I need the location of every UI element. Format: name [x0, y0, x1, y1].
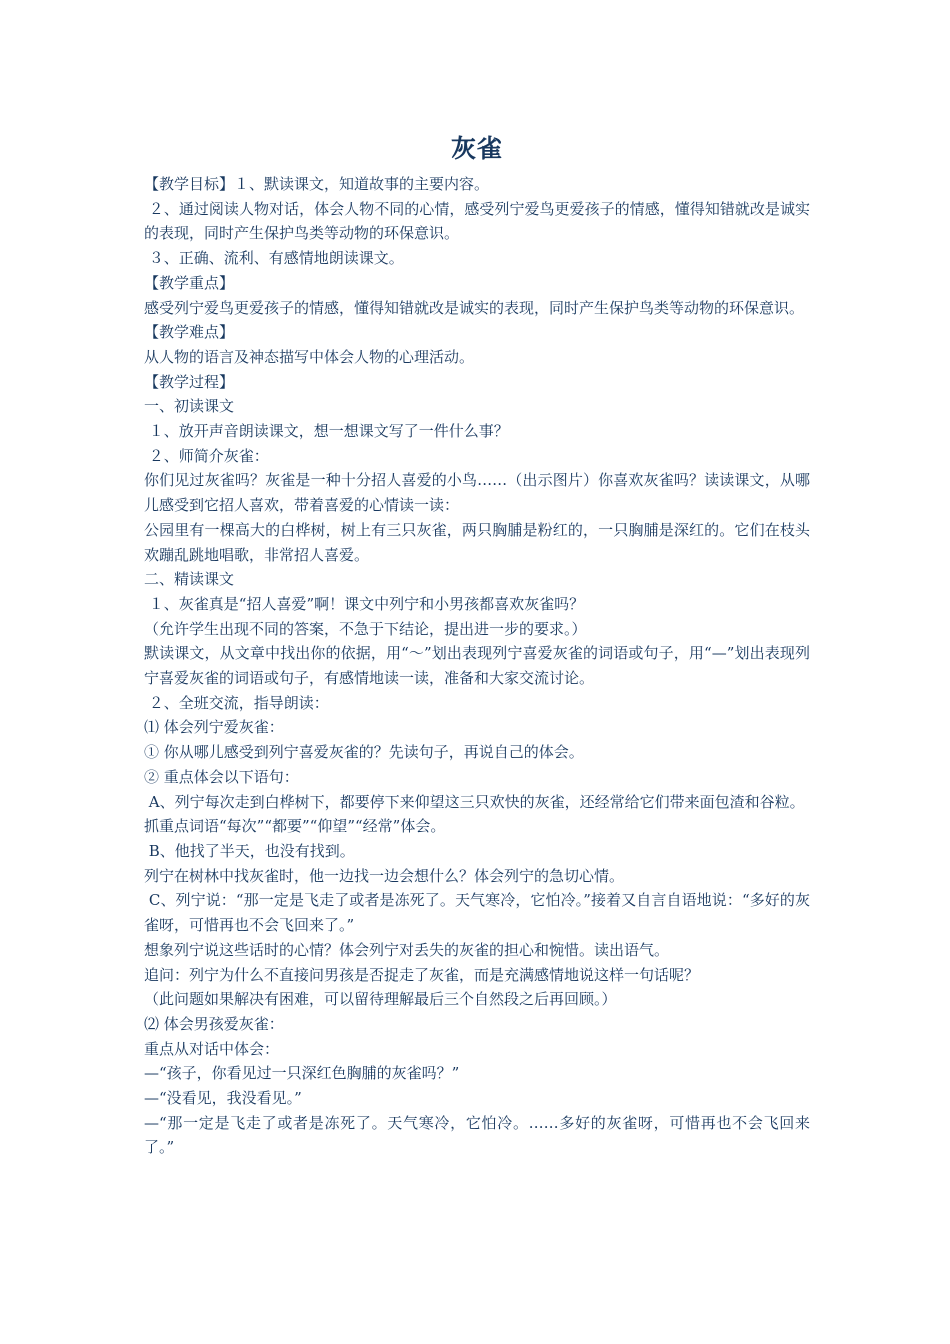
objective-3: ３、正确、流利、有感情地朗读课文。: [144, 249, 404, 268]
section-2-step-1: １、灰雀真是“招人喜爱”啊！课文中列宁和小男孩都喜欢灰雀吗？: [144, 594, 585, 613]
section-2-note: （允许学生出现不同的答案，不急于下结论，提出进一步的要求。）: [144, 619, 587, 638]
key-points-text: 感受列宁爱鸟更爱孩子的情感，懂得知错就改是诚实的表现，同时产生保护鸟类等动物的环保意识。: [144, 298, 805, 317]
dialogue-line-3: —“那一定是飞走了或者是冻死了。天气寒冷，它怕冷。……多好的灰雀呀，可惜再也不会飞回来了。”: [144, 1113, 810, 1157]
follow-up-question: 追问：列宁为什么不直接问男孩是否捉走了灰雀，而是充满感情地说这样一句话呢？: [144, 965, 700, 984]
difficulties-heading: 【教学难点】: [144, 323, 235, 342]
process-heading: 【教学过程】: [144, 372, 235, 391]
difficulties-text: 从人物的语言及神态描写中体会人物的心理活动。: [144, 347, 475, 366]
document-page: [144, 128, 810, 1160]
section-1-step-2: ２、师简介灰雀：: [144, 446, 269, 465]
objective-2: ２、通过阅读人物对话，体会人物不同的心情，感受列宁爱鸟更爱孩子的情感，懂得知错就改是诚实的表现，同时产生保护鸟类等动物的环保意识。: [144, 199, 810, 243]
sentence-b: B、他找了半天，也没有找到。: [144, 841, 355, 860]
sentence-a: A、列宁每次走到白桦树下，都要停下来仰望这三只欢快的灰雀，还经常给它们带来面包渣和谷粒。: [144, 792, 805, 811]
subsection-2-heading: ⑵ 体会男孩爱灰雀：: [144, 1014, 284, 1033]
key-points-heading: 【教学重点】: [144, 273, 235, 292]
section-1-step-1: １、放开声音朗读课文，想一想课文写了一件什么事？: [144, 422, 509, 441]
section-1-heading: 一、初读课文: [144, 397, 235, 416]
dialogue-line-2: —“没看见，我没看见。”: [144, 1089, 302, 1108]
sentence-a-note: 抓重点词语“每次”“都要”“仰望”“经常”体会。: [144, 817, 446, 836]
sentence-c: C、列宁说：“那一定是飞走了或者是冻死了。天气寒冷，它怕冷。”接着又自言自语地说：“多好的灰雀呀，可惜再也不会飞回来了。”: [144, 891, 810, 935]
section-2-heading: 二、精读课文: [144, 570, 235, 589]
section-1-quote: 公园里有一棵高大的白桦树，树上有三只灰雀，两只胸脯是粉红的，一只胸脯是深红的。它们在枝头欢蹦乱跳地唱歌，非常招人喜爱。: [144, 520, 810, 564]
section-2-step-2: ２、全班交流，指导朗读：: [144, 693, 329, 712]
document-title: 灰雀: [450, 134, 503, 163]
document-body: [144, 172, 810, 1160]
subsection-1-item-2: ② 重点体会以下语句：: [144, 767, 299, 786]
section-1-intro-text: 你们见过灰雀吗？灰雀是一种十分招人喜爱的小鸟……（出示图片）你喜欢灰雀吗？读读课文，从哪儿感受到它招人喜欢，带着喜爱的心情读一读：: [144, 471, 810, 515]
dialogue-line-1: —“孩子，你看见过一只深红色胸脯的灰雀吗？”: [144, 1064, 460, 1083]
sentence-c-note: 想象列宁说这些话时的心情？体会列宁对丢失的灰雀的担心和惋惜。读出语气。: [144, 940, 670, 959]
section-2-instruction: 默读课文，从文章中找出你的依据，用“～”划出表现列宁喜爱灰雀的词语或句子，用“—”划出表现列宁喜爱灰雀的词语或句子，有感情地读一读，准备和大家交流讨论。: [144, 644, 810, 688]
sentence-b-note: 列宁在树林中找灰雀时，他一边找一边会想什么？体会列宁的急切心情。: [144, 866, 625, 885]
subsection-1-heading: ⑴ 体会列宁爱灰雀：: [144, 718, 284, 737]
subsection-2-intro: 重点从对话中体会：: [144, 1039, 280, 1058]
follow-up-note: （此问题如果解决有困难，可以留待理解最后三个自然段之后再回顾。）: [144, 990, 617, 1009]
subsection-1-item-1: ① 你从哪儿感受到列宁喜爱灰雀的？先读句子，再说自己的体会。: [144, 743, 584, 762]
objectives-heading-line: 【教学目标】１、默读课文，知道故事的主要内容。: [144, 175, 490, 193]
